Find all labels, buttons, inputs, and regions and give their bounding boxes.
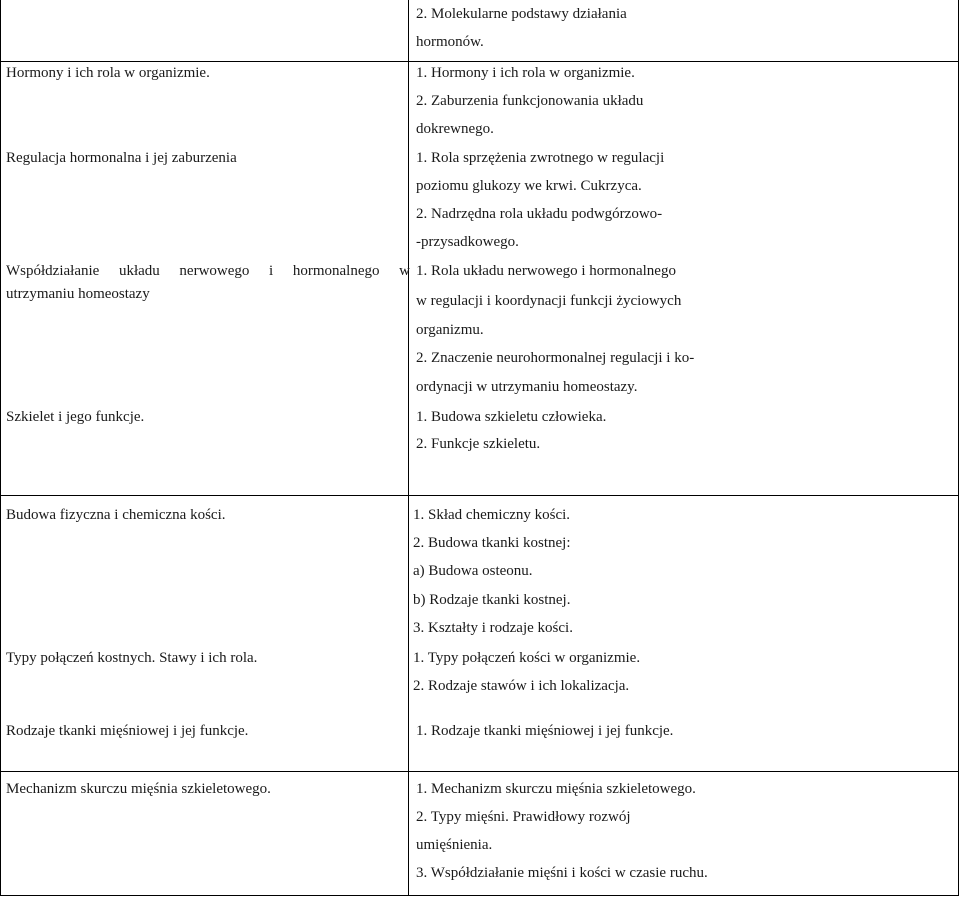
content-line: umięśnienia. [416,837,493,853]
content-line: 2. Molekularne podstawy działania [416,6,627,22]
content-line: 1. Hormony i ich rola w organizmie. [416,65,635,81]
topic-cell: Regulacja hormonalna i jej zaburzenia [6,150,237,166]
topic-cell: Hormony i ich rola w organizmie. [6,65,210,81]
content-line: 2. Typy mięśni. Prawidłowy rozwój [416,809,631,825]
row-divider [0,61,959,62]
content-line: 1. Skład chemiczny kości. [413,507,571,523]
content-line: organizmu. [416,322,484,338]
content-line: 2. Znaczenie neurohormonalnej regulacji i ko- [416,350,695,366]
content-line: 1. Mechanizm skurczu mięśnia szkieletowego. [416,781,696,797]
topic-cell: Budowa fizyczna i chemiczna kości. [6,507,226,523]
content-line: hormonów. [416,34,484,50]
content-line: 1. Rola sprzężenia zwrotnego w regulacji [416,150,665,166]
content-line: 1. Rola układu nerwowego i hormonalnego [416,263,676,279]
topic-cell: Szkielet i jego funkcje. [6,409,145,425]
table-border-right [958,0,959,896]
content-line: 2. Rodzaje stawów i ich lokalizacja. [413,678,630,694]
content-line: 2. Zaburzenia funkcjonowania układu [416,93,644,109]
content-line: 2. Funkcje szkieletu. [416,436,541,452]
topic-cell: Mechanizm skurczu mięśnia szkieletowego. [6,781,271,797]
column-divider [408,0,409,896]
content-line: -przysadkowego. [416,234,519,250]
content-line: poziomu glukozy we krwi. Cukrzyca. [416,178,642,194]
content-line: 1. Budowa szkieletu człowieka. [416,409,607,425]
content-line: a) Budowa osteonu. [413,563,533,579]
row-divider [0,495,959,496]
topic-cell: Typy połączeń kostnych. Stawy i ich rola. [6,650,258,666]
topic-cell: Rodzaje tkanki mięśniowej i jej funkcje. [6,723,249,739]
row-divider [0,895,959,896]
content-line: 3. Kształty i rodzaje kości. [413,620,573,636]
content-line: ordynacji w utrzymaniu homeostazy. [416,379,638,395]
content-line: dokrewnego. [416,121,494,137]
topic-cell: Współdziałanie układu nerwowego i hormonalnego w [6,263,410,279]
content-line: 2. Nadrzędna rola układu podwgórzowo- [416,206,663,222]
row-divider [0,771,959,772]
table-border-left [0,0,1,896]
content-line: b) Rodzaje tkanki kostnej. [413,592,571,608]
topic-cell: utrzymaniu homeostazy [6,286,150,302]
content-line: 1. Typy połączeń kości w organizmie. [413,650,641,666]
content-line: 2. Budowa tkanki kostnej: [413,535,571,551]
content-line: 3. Współdziałanie mięśni i kości w czasie ruchu. [416,865,708,881]
content-line: 1. Rodzaje tkanki mięśniowej i jej funkcje. [416,723,674,739]
content-line: w regulacji i koordynacji funkcji życiowych [416,293,682,309]
